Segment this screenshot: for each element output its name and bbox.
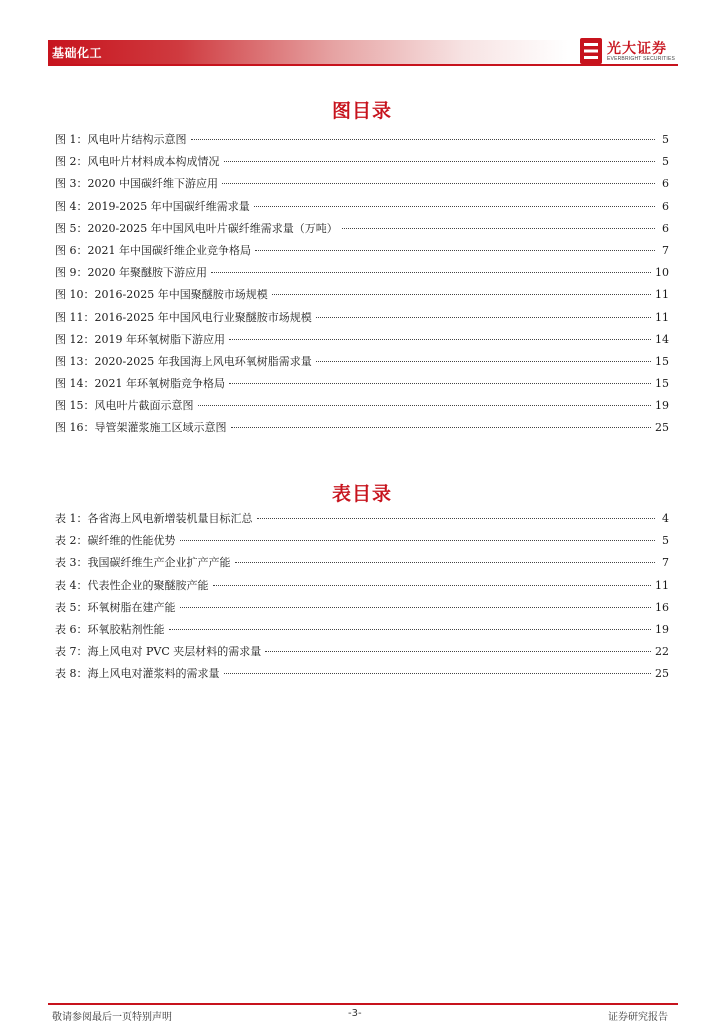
figure-list-entry-page: 11: [655, 310, 669, 324]
figure-list: [55, 131, 669, 442]
dot-leader: [231, 427, 652, 428]
figure-list-entry-label: 图 13：2020-2025 年我国海上风电环氧树脂需求量: [55, 354, 312, 368]
table-list-entry-page: 19: [655, 622, 669, 636]
table-list-entry[interactable]: [55, 665, 669, 687]
figure-list-entry-label: 图 16：导管架灌浆施工区域示意图: [55, 421, 227, 435]
table-list-entry-page: 11: [655, 578, 669, 592]
dot-leader: [191, 139, 656, 140]
figure-list-entry-label: 图 9：2020 年聚醚胺下游应用: [55, 266, 207, 280]
table-list-title: 表目录: [331, 483, 392, 505]
logo-text-cn: 光大证券: [607, 41, 667, 57]
figure-list-entry-page: 10: [655, 266, 669, 280]
dot-leader: [180, 607, 652, 608]
table-list-entry[interactable]: [55, 643, 669, 665]
figure-list-title: 图目录: [331, 100, 392, 122]
table-list-entry-page: 22: [655, 645, 669, 659]
figure-list-entry-label: 图 5：2020-2025 年中国风电叶片碳纤维需求量（万吨）: [55, 221, 338, 235]
table-list-entry[interactable]: [55, 599, 669, 621]
dot-leader: [213, 585, 652, 586]
table-list-entry-page: 25: [655, 667, 669, 681]
logo-mark-icon: [580, 38, 602, 64]
figure-list-entry[interactable]: [55, 309, 669, 331]
dot-leader: [229, 383, 651, 384]
dot-leader: [255, 250, 655, 251]
figure-list-entry-label: 图 12：2019 年环氧树脂下游应用: [55, 332, 225, 346]
figure-list-entry-label: 图 10：2016-2025 年中国聚醚胺市场规模: [55, 288, 268, 302]
dot-leader: [316, 361, 651, 362]
figure-list-entry-page: 5: [662, 133, 669, 146]
figure-list-entry-label: 图 1：风电叶片结构示意图: [55, 133, 187, 146]
figure-list-entry-page: 15: [655, 377, 669, 391]
dot-leader: [224, 161, 656, 162]
dot-leader: [272, 294, 651, 295]
table-list-entry-label: 表 3：我国碳纤维生产企业扩产产能: [55, 556, 231, 570]
figure-list-entry-page: 6: [662, 221, 669, 235]
table-list-entry-page: 7: [662, 556, 669, 570]
figure-list-entry[interactable]: [55, 397, 669, 419]
dot-leader: [222, 183, 655, 184]
dot-leader: [316, 317, 651, 318]
table-list-entry-label: 表 5：环氧树脂在建产能: [55, 600, 176, 614]
table-list-entry[interactable]: [55, 621, 669, 643]
figure-list-entry[interactable]: [55, 375, 669, 397]
dot-leader: [229, 339, 651, 340]
table-list-entry[interactable]: [55, 577, 669, 599]
figure-list-entry-page: 7: [662, 243, 669, 257]
dot-leader: [180, 540, 656, 541]
table-list-entry-label: 表 8：海上风电对灌浆料的需求量: [55, 667, 220, 681]
figure-list-entry-label: 图 11：2016-2025 年中国风电行业聚醚胺市场规模: [55, 310, 312, 324]
table-list-entry[interactable]: [55, 532, 669, 554]
table-list-entry[interactable]: [55, 510, 669, 532]
table-list-entry[interactable]: [55, 554, 669, 576]
figure-list-entry[interactable]: [55, 264, 669, 286]
page-number: -3-: [348, 1008, 362, 1019]
figure-list-entry-label: 图 3：2020 中国碳纤维下游应用: [55, 177, 218, 191]
figure-list-entry[interactable]: [55, 286, 669, 308]
dot-leader: [265, 651, 651, 652]
table-list-entry-label: 表 4：代表性企业的聚醚胺产能: [55, 578, 209, 592]
dot-leader: [235, 562, 656, 563]
section-label: 基础化工: [52, 46, 103, 60]
dot-leader: [257, 518, 656, 519]
company-logo: [580, 37, 680, 65]
dot-leader: [254, 206, 655, 207]
figure-list-entry-label: 图 14：2021 年环氧树脂竞争格局: [55, 377, 225, 391]
figure-list-entry-page: 6: [662, 199, 669, 213]
logo-text-en: EVERBRIGHT SECURITIES: [607, 56, 676, 62]
figure-list-entry-page: 5: [662, 155, 669, 169]
table-list-entry-page: 4: [662, 512, 669, 525]
table-list-entry-label: 表 1：各省海上风电新增装机量目标汇总: [55, 512, 253, 525]
figure-list-entry[interactable]: [55, 242, 669, 264]
figure-list-entry[interactable]: [55, 331, 669, 353]
figure-list-entry[interactable]: [55, 198, 669, 220]
footer-rule: [48, 1003, 678, 1005]
table-list-entry-page: 5: [662, 534, 669, 548]
table-list-entry-label: 表 6：环氧胶粘剂性能: [55, 622, 165, 636]
dot-leader: [224, 673, 652, 674]
figure-list-entry[interactable]: [55, 175, 669, 197]
table-list-entry-page: 16: [655, 600, 669, 614]
figure-list-entry-page: 14: [655, 332, 669, 346]
figure-list-entry-page: 25: [655, 421, 669, 435]
figure-list-entry-page: 6: [662, 177, 669, 191]
table-list-entry-label: 表 2：碳纤维的性能优势: [55, 534, 176, 548]
dot-leader: [211, 272, 651, 273]
figure-list-entry-label: 图 4：2019-2025 年中国碳纤维需求量: [55, 199, 250, 213]
figure-list-entry-label: 图 15：风电叶片截面示意图: [55, 399, 194, 413]
figure-list-entry[interactable]: [55, 220, 669, 242]
footer-report-type: 证券研究报告: [608, 1012, 668, 1023]
header-band: [48, 40, 568, 64]
dot-leader: [198, 405, 652, 406]
figure-list-entry-page: 11: [655, 288, 669, 302]
figure-list-entry[interactable]: [55, 353, 669, 375]
figure-list-entry-page: 19: [655, 399, 669, 413]
figure-list-entry-label: 图 2：风电叶片材料成本构成情况: [55, 155, 220, 169]
dot-leader: [169, 629, 652, 630]
figure-list-entry[interactable]: [55, 419, 669, 441]
footer-disclaimer: 敬请参阅最后一页特别声明: [52, 1012, 172, 1023]
figure-list-entry-label: 图 6：2021 年中国碳纤维企业竞争格局: [55, 243, 251, 257]
figure-list-entry[interactable]: [55, 153, 669, 175]
figure-list-entry-page: 15: [655, 354, 669, 368]
table-list: [55, 510, 669, 688]
table-list-entry-label: 表 7：海上风电对 PVC 夹层材料的需求量: [55, 645, 262, 659]
dot-leader: [342, 228, 655, 229]
figure-list-entry[interactable]: [55, 131, 669, 153]
